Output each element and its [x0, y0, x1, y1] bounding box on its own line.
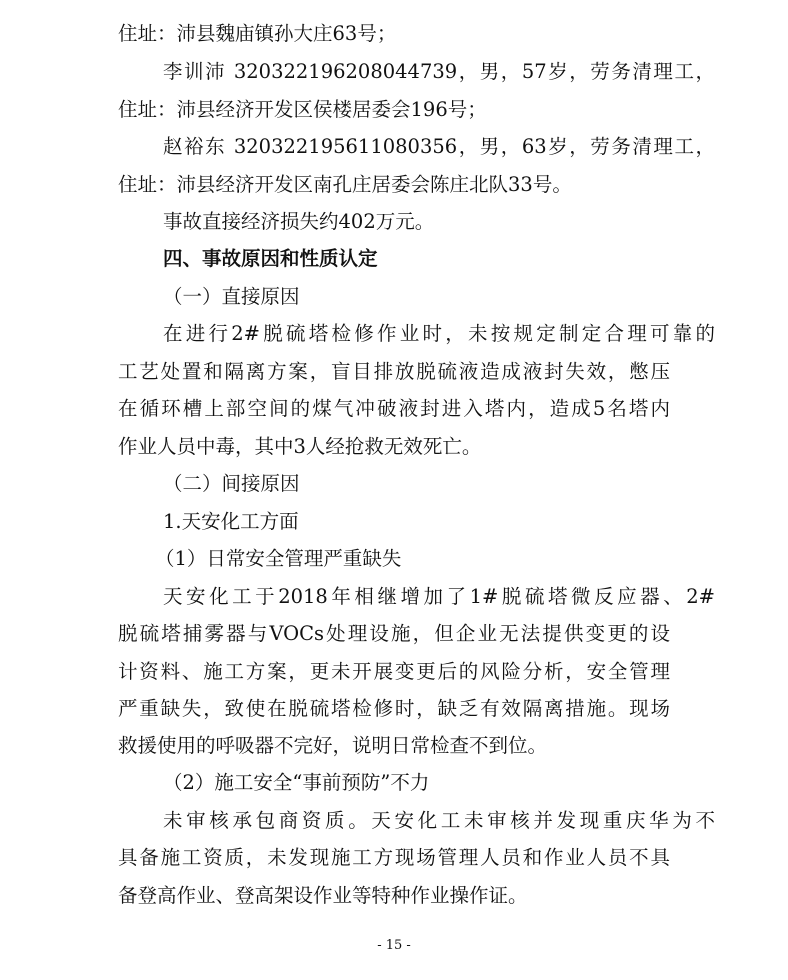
- text-line: 工艺处置和隔离方案，盲目排放脱硫液造成液封失效，憋压: [118, 360, 670, 383]
- subsection-heading: （1）日常安全管理严重缺失: [155, 547, 402, 570]
- text-line: 脱硫塔捕雾器与VOCs处理设施，但企业无法提供变更的设: [118, 622, 670, 645]
- text-line: 作业人员中毒，其中3人经抢救无效死亡。: [118, 435, 482, 458]
- section-heading: 四、事故原因和性质认定: [163, 247, 378, 270]
- text-line: 赵裕东 320322195611080356，男，63岁，劳务清理工，: [163, 135, 715, 158]
- text-line: 天安化工于2018年相继增加了1#脱硫塔微反应器、2#: [163, 585, 715, 608]
- text-line: 住址：沛县经济开发区侯楼居委会196号；: [118, 98, 487, 121]
- text-line: 计资料、施工方案，更未开展变更后的风险分析，安全管理: [118, 660, 670, 683]
- text-line: 事故直接经济损失约402万元。: [163, 210, 435, 233]
- page-number: - 15 -: [377, 938, 411, 953]
- text-line: 在进行2#脱硫塔检修作业时，未按规定制定合理可靠的: [163, 322, 715, 345]
- subsection-heading: （二）间接原因: [163, 472, 300, 495]
- text-line: 备登高作业、登高架设作业等特种作业操作证。: [118, 884, 528, 907]
- subsection-heading: （一）直接原因: [163, 285, 300, 308]
- text-line: 住址：沛县魏庙镇孙大庄63号；: [118, 22, 397, 45]
- subsection-heading: （2）施工安全“事前预防”不力: [163, 771, 430, 794]
- text-line: 李训沛 320322196208044739，男，57岁，劳务清理工，: [163, 60, 715, 83]
- text-line: 在循环槽上部空间的煤气冲破液封进入塔内，造成5名塔内: [118, 397, 670, 420]
- text-line: 住址：沛县经济开发区南孔庄居委会陈庄北队33号。: [118, 173, 572, 196]
- text-line: 严重缺失，致使在脱硫塔检修时，缺乏有效隔离措施。现场: [118, 697, 670, 720]
- text-line: 未审核承包商资质。天安化工未审核并发现重庆华为不: [163, 809, 715, 832]
- subsection-heading: 1.天安化工方面: [163, 510, 299, 533]
- text-line: 救援使用的呼吸器不完好，说明日常检查不到位。: [118, 734, 548, 757]
- text-line: 具备施工资质，未发现施工方现场管理人员和作业人员不具: [118, 846, 670, 869]
